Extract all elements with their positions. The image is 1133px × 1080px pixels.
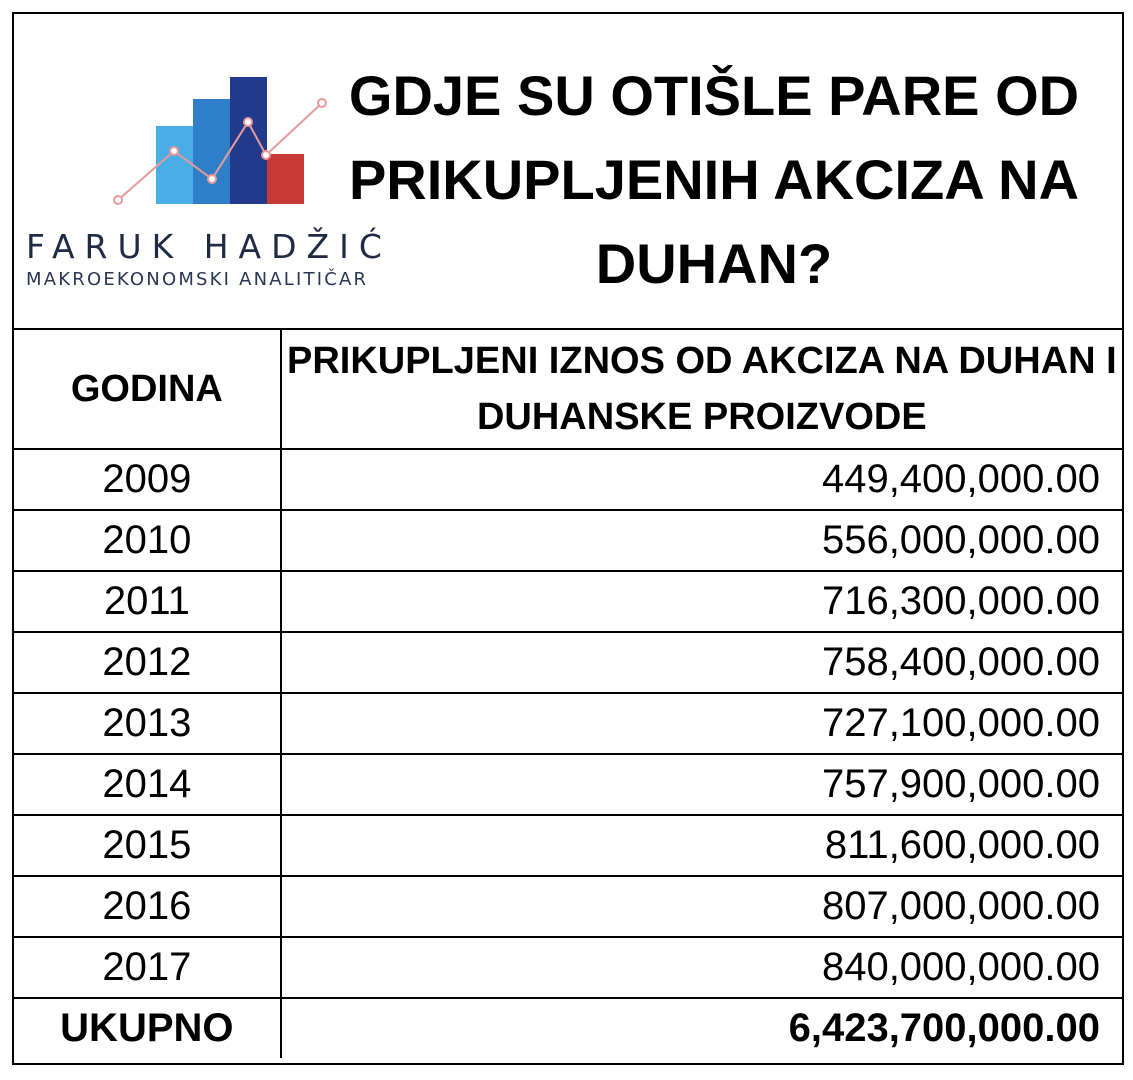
- amount-cell: 716,300,000.00: [281, 571, 1122, 632]
- table-row: [14, 571, 1122, 632]
- infographic-frame: [12, 12, 1124, 1065]
- year-cell: 2011: [14, 571, 281, 632]
- year-cell: 2015: [14, 815, 281, 876]
- table-row: [14, 876, 1122, 937]
- year-cell: 2013: [14, 693, 281, 754]
- year-cell: 2017: [14, 937, 281, 998]
- table-row: [14, 937, 1122, 998]
- year-cell: 2009: [14, 449, 281, 510]
- table-row: [14, 754, 1122, 815]
- excise-table: [14, 330, 1122, 1058]
- logo-name: FARUK HADŽIĆ: [26, 227, 392, 266]
- amount-cell: 840,000,000.00: [281, 937, 1122, 998]
- total-label: UKUPNO: [14, 998, 281, 1058]
- header: [14, 14, 1122, 330]
- page-title: GDJE SU OTIŠLE PARE OD PRIKUPLJENIH AKCIZA NA DUHAN?: [348, 64, 1080, 295]
- table-row: [14, 449, 1122, 510]
- table-header-row: [14, 330, 1122, 449]
- amount-cell: 727,100,000.00: [281, 693, 1122, 754]
- total-row: [14, 998, 1122, 1058]
- amount-cell: 758,400,000.00: [281, 632, 1122, 693]
- table-row: [14, 510, 1122, 571]
- table-row: [14, 693, 1122, 754]
- amount-cell: 811,600,000.00: [281, 815, 1122, 876]
- logo-subtitle: MAKROEKONOMSKI ANALITIČAR: [26, 269, 369, 290]
- table-row: [14, 632, 1122, 693]
- total-amount: 6,423,700,000.00: [281, 998, 1122, 1058]
- year-cell: 2010: [14, 510, 281, 571]
- amount-cell: 449,400,000.00: [281, 449, 1122, 510]
- logo-chart-icon: [106, 69, 346, 219]
- year-cell: 2016: [14, 876, 281, 937]
- amount-cell: 556,000,000.00: [281, 510, 1122, 571]
- amount-cell: 757,900,000.00: [281, 754, 1122, 815]
- column-header-amount: PRIKUPLJENI IZNOS OD AKCIZA NA DUHAN I DUHANSKE PROIZVODE: [281, 330, 1122, 449]
- amount-cell: 807,000,000.00: [281, 876, 1122, 937]
- column-header-year: GODINA: [14, 330, 281, 449]
- table-row: [14, 815, 1122, 876]
- year-cell: 2014: [14, 754, 281, 815]
- year-cell: 2012: [14, 632, 281, 693]
